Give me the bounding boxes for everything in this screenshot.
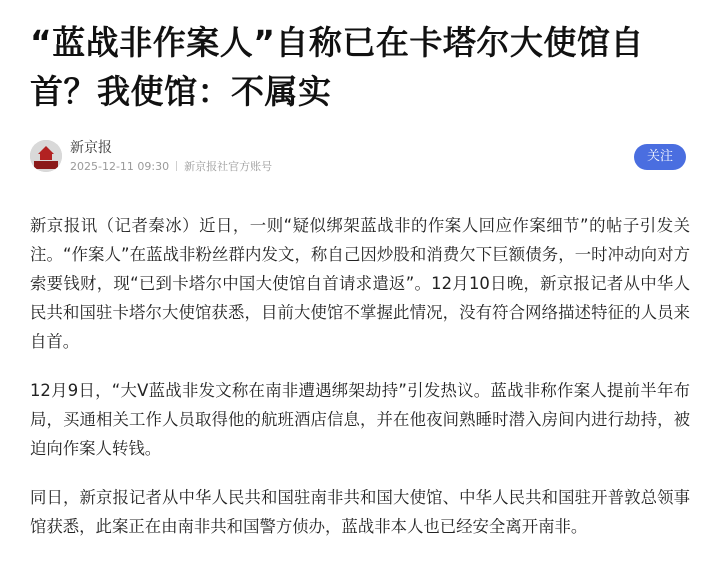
- article-meta: [70, 159, 272, 175]
- follow-button[interactable]: 关注: [634, 144, 686, 170]
- account-type: 新京报社官方账号: [184, 160, 273, 173]
- meta-divider: [176, 161, 177, 171]
- source-info: [30, 138, 686, 178]
- paragraph: 同日，新京报记者从中华人民共和国驻南非共和国大使馆、中华人民共和国驻开普敦总领事馆获悉，此案正在由南非共和国警方侦办，蓝战非本人也已经安全离开南非。: [30, 488, 690, 536]
- source-avatar[interactable]: [30, 140, 62, 172]
- paragraph: 12月9日，“大V蓝战非发文称在南非遭遇绑架劫持”引发热议。蓝战非称作案人提前半年布局，买通相关工作人员取得他的航班酒店信息，并在他夜间熟睡时潜入房间内进行劫持，被迫向作案人转钱。: [30, 381, 690, 458]
- article-body: [30, 211, 690, 561]
- article-title: “蓝战非作案人”自称已在卡塔尔大使馆自首？我使馆：不属实: [30, 23, 644, 111]
- paragraph: 新京报讯（记者秦冰）近日，一则“疑似绑架蓝战非的作案人回应作案细节”的帖子引发关注。“作案人”在蓝战非粉丝群内发文，称自己因炒股和消费欠下巨额债务，一时冲动向对方索要钱财，现“已到卡塔尔中国大使馆自首请求遣返”。12月10日晚，新京报记者从中华人民共和国驻卡塔尔大使馆获悉，目前大使馆不掌握此情况，没有符合网络描述特征的人员来自首。: [30, 216, 690, 351]
- source-name[interactable]: 新京报: [70, 140, 112, 156]
- publish-timestamp: 2025-12-11 09:30: [70, 160, 170, 173]
- newspaper-logo-icon: [30, 140, 62, 172]
